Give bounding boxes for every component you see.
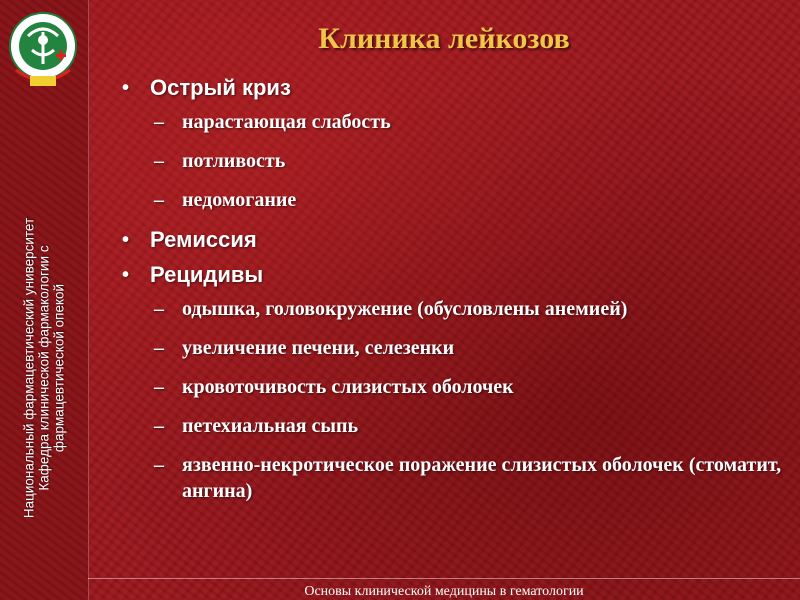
university-name-vertical <box>22 158 67 578</box>
bullet-item <box>122 261 782 289</box>
university-emblem-icon <box>8 10 78 92</box>
footer-divider <box>88 578 800 579</box>
sub-bullet-label: увеличение печени, селезенки <box>182 337 455 359</box>
bullet-item <box>122 226 782 254</box>
bullet-label: Рецидивы <box>150 262 264 287</box>
dash-icon: – <box>154 376 164 398</box>
slide-footer: Основы клинической медицины в гематологии <box>304 584 584 599</box>
dash-icon: – <box>154 337 164 359</box>
bullet-icon: • <box>122 264 130 286</box>
sub-bullet-item <box>122 452 782 504</box>
sub-bullet-item <box>122 109 782 135</box>
sub-bullet-label: язвенно-некротическое поражение слизистых оболочек (стоматит, ангина) <box>182 454 782 502</box>
dash-icon: – <box>154 189 164 211</box>
sub-bullet-item <box>122 187 782 213</box>
bullet-list <box>122 74 782 517</box>
bullet-icon: • <box>122 77 130 99</box>
sub-bullet-item <box>122 374 782 400</box>
sidebar-line: Национальный фармацевтический университет <box>21 217 37 519</box>
dash-icon: – <box>154 415 164 437</box>
sub-bullet-label: нарастающая слабость <box>182 111 391 133</box>
sub-bullet-item <box>122 296 782 322</box>
bullet-label: Ремиссия <box>150 227 257 252</box>
sub-bullet-label: одышка, головокружение (обусловлены анемией) <box>182 298 628 320</box>
bullet-icon: • <box>122 229 130 251</box>
slide-title: Клиника лейкозов <box>318 22 570 55</box>
sub-bullet-item <box>122 148 782 174</box>
sidebar-line: фармацевтической опекой <box>51 283 67 453</box>
sidebar-line: Кафедра клинической фармакологии с <box>36 245 52 491</box>
sub-bullet-item <box>122 413 782 439</box>
dash-icon: – <box>154 298 164 320</box>
sidebar <box>0 0 89 600</box>
sub-bullet-label: кровоточивость слизистых оболочек <box>182 376 514 398</box>
sub-bullet-item <box>122 335 782 361</box>
bullet-item <box>122 74 782 102</box>
sub-bullet-label: недомогание <box>182 189 297 211</box>
sub-bullet-label: потливость <box>182 150 286 172</box>
dash-icon: – <box>154 454 164 476</box>
sub-bullet-label: петехиальная сыпь <box>182 415 359 437</box>
dash-icon: – <box>154 150 164 172</box>
bullet-label: Острый криз <box>150 75 291 100</box>
dash-icon: – <box>154 111 164 133</box>
